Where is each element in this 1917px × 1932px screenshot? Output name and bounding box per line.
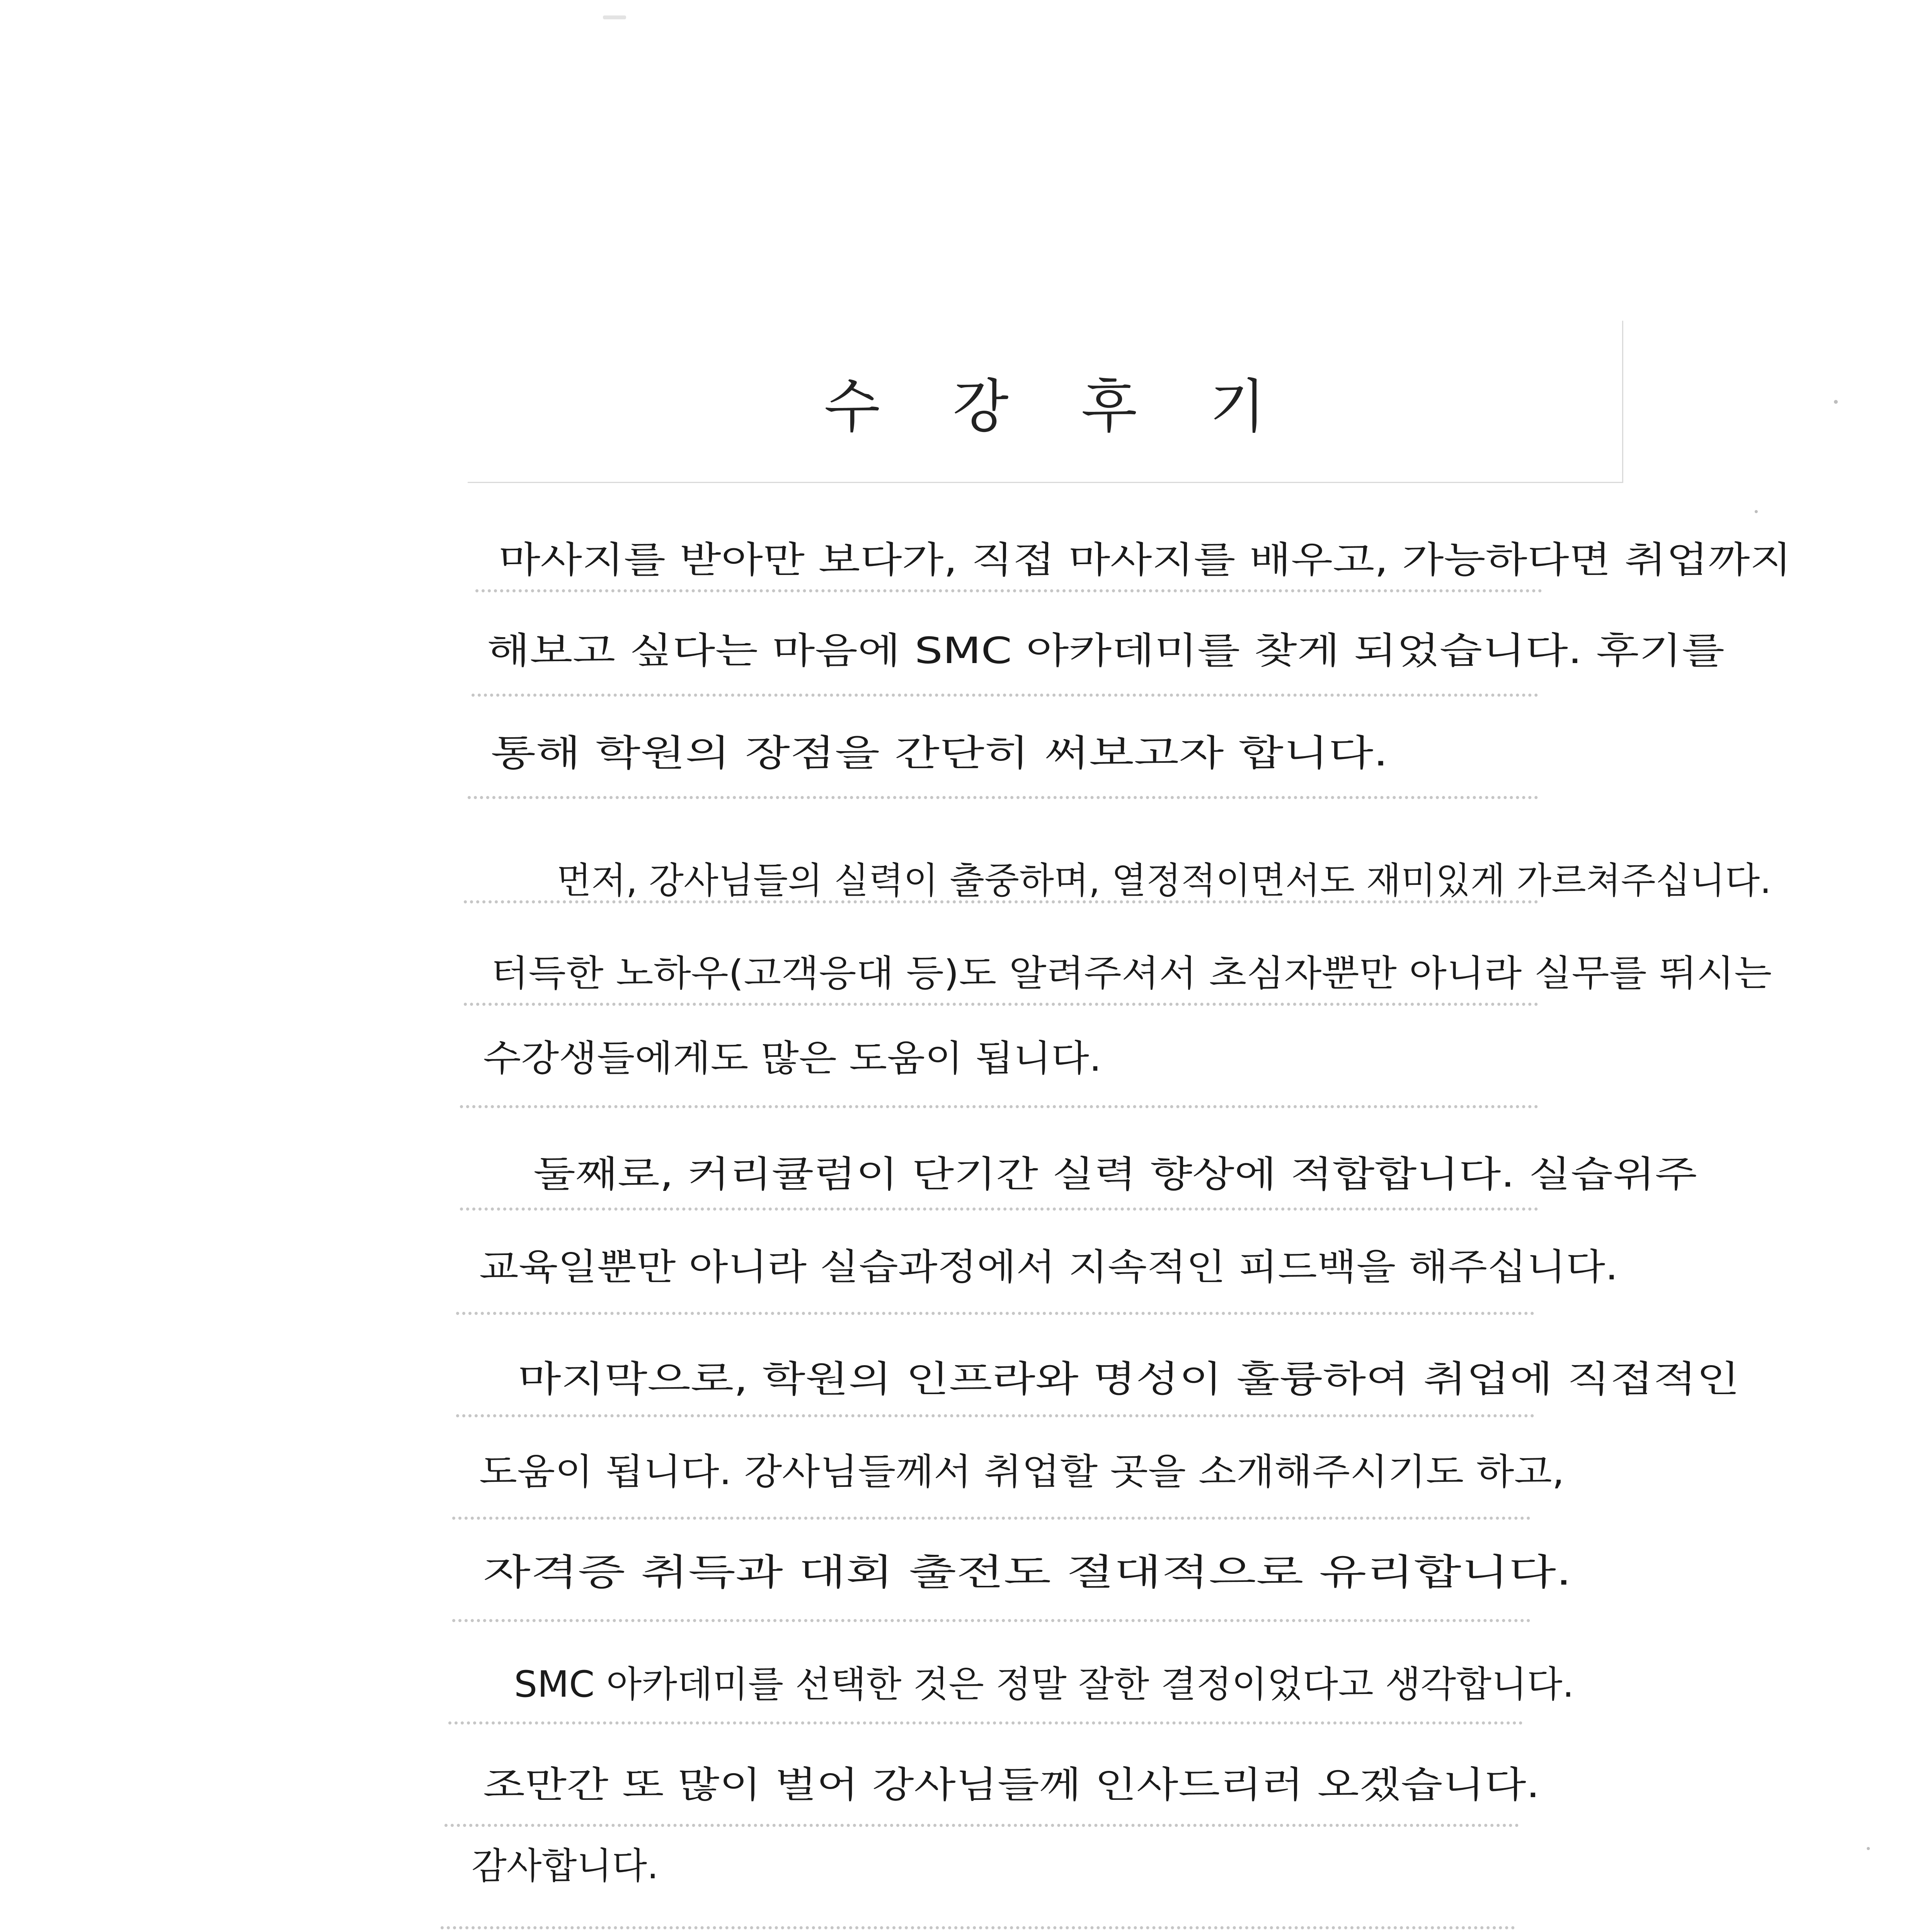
ruled-line [460, 1105, 1538, 1108]
text-line: 마사지를 받아만 보다가, 직접 마사지를 배우고, 가능하다면 취업까지 [499, 539, 1792, 581]
text-line: 터득한 노하우(고객응대 등)도 알려주셔서 초심자뿐만 아니라 실무를 뛰시는 [491, 952, 1772, 995]
text-line: 감사합니다. [472, 1845, 659, 1887]
ruled-line [456, 1312, 1534, 1315]
text-line: 둘째로, 커리큘럼이 단기간 실력 향상에 적합합니다. 실습위주 [533, 1153, 1697, 1196]
ruled-line [456, 1414, 1534, 1417]
title-box [468, 321, 1623, 483]
ruled-line [464, 1003, 1538, 1006]
ruled-line [452, 1517, 1531, 1520]
ruled-line [448, 1721, 1523, 1725]
text-line: 자격증 취득과 대회 출전도 절대적으로 유리합니다. [483, 1551, 1572, 1594]
ruled-line [472, 694, 1538, 697]
ruled-line [441, 1926, 1515, 1929]
ruled-line [464, 900, 1538, 903]
text-line: 통해 학원의 장점을 간단히 써보고자 합니다. [491, 732, 1388, 774]
ruled-line [468, 796, 1538, 799]
text-line: 조만간 또 많이 벌어 강사님들께 인사드리러 오겠습니다. [483, 1764, 1540, 1806]
scan-speck [1834, 400, 1838, 404]
ruled-line [475, 589, 1542, 592]
text-line: SMC 아카데미를 선택한 것은 정말 잘한 결정이었다고 생각합니다. [514, 1663, 1574, 1706]
scan-speck [1867, 1847, 1870, 1850]
ruled-line [444, 1824, 1519, 1827]
scan-speck [1755, 510, 1758, 513]
ruled-line [460, 1208, 1538, 1211]
text-line: 도움이 됩니다. 강사님들께서 취업할 곳을 소개해주시기도 하고, [479, 1451, 1565, 1493]
text-line: 마지막으로, 학원의 인프라와 명성이 훌륭하여 취업에 직접적인 [518, 1358, 1740, 1400]
document-title: 수 강 후 기 [824, 373, 1293, 440]
text-line: 해보고 싶다는 마음에 SMC 아카데미를 찾게 되었습니다. 후기를 [487, 630, 1725, 672]
scan-speck [603, 15, 626, 19]
text-line: 수강생들에게도 많은 도움이 됩니다. [483, 1037, 1102, 1080]
ruled-line [452, 1619, 1531, 1622]
text-line: 먼저, 강사님들의 실력이 출중하며, 열정적이면서도 재미있게 가르쳐주십니다. [557, 860, 1771, 902]
text-line: 교육일뿐만 아니라 실습과정에서 지속적인 피드백을 해주십니다. [479, 1246, 1618, 1288]
